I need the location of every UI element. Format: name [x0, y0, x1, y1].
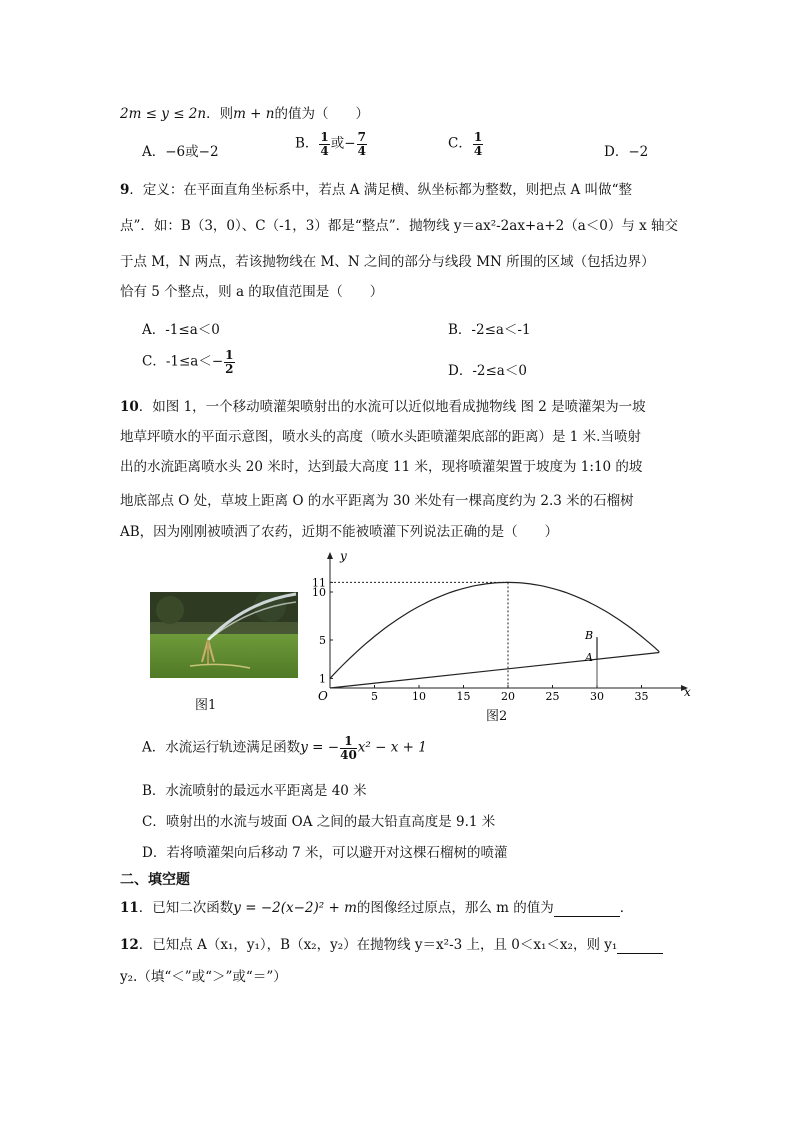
answer-blank[interactable] — [554, 900, 620, 917]
question-number: 12 — [120, 937, 139, 953]
x-tick-label: 35 — [634, 690, 649, 703]
q8-stem-tail: 2m ≤ y ≤ 2n．则m + n的值为（ ） — [120, 106, 369, 122]
q8-option-d[interactable]: D．−2 — [604, 144, 649, 160]
y-tick-label: 11 — [312, 576, 326, 590]
q10-line-1: 10．如图 1，一个移动喷灌架喷射出的水流可以近似地看成抛物线 图 2 是喷灌架为一坡 — [120, 399, 646, 415]
y-axis-label: y — [340, 549, 347, 563]
q10-option-d[interactable]: D．若将喷灌架向后移动 7 米，可以避开对这棵石榴树的喷灌 — [142, 845, 508, 861]
sprinkler-photo — [150, 592, 298, 678]
q9-option-d[interactable]: D．-2≤a＜0 — [448, 363, 527, 379]
origin-label: O — [318, 689, 328, 703]
q8-option-b[interactable]: B． $\frac{1}{4}$ 或− $\frac{7}{4}$ — [295, 130, 366, 158]
parabola-graph — [312, 548, 692, 708]
y-tick-label: 5 — [319, 634, 326, 647]
question-number: 9 — [120, 182, 130, 198]
point-b-label: B — [585, 629, 594, 643]
question-number: 11 — [120, 900, 139, 916]
q10-option-c[interactable]: C．喷射出的水流与坡面 OA 之间的最大铅直高度是 9.1 米 — [142, 814, 496, 830]
q8-option-c[interactable]: C． $\frac{1}{4}$ — [448, 130, 483, 158]
x-tick-label: 20 — [501, 690, 515, 703]
x-tick-label: 15 — [456, 690, 471, 703]
x-axis-label: x — [684, 685, 691, 699]
q11-line: 11．已知二次函数y = −2(x−2)² + m的图像经过原点，那么 m 的值为 ． — [120, 900, 634, 916]
water-parabola — [330, 582, 659, 678]
q10-option-a[interactable]: A．水流运行轨迹满足函数y = − $\frac{1}{40}$ x² − x + 1 — [142, 734, 427, 762]
q9-line-1: 9．定义：在平面直角坐标系中，若点 A 满足横、纵坐标都为整数，则把点 A 叫做“整 — [120, 182, 632, 198]
q8-inequality: 2m ≤ y ≤ 2n — [120, 106, 207, 122]
x-tick-label: 10 — [412, 690, 426, 703]
q12-line-1: 12．已知点 A（x₁，y₁），B（x₂，y₂）在抛物线 y＝x²-3 上，且 0＜x₁＜x₂，则 y₁ — [120, 933, 663, 954]
slope-line — [330, 652, 659, 688]
q10-line-3: 出的水流距离喷水头 20 米时，达到最大高度 11 米，现将喷灌架置于坡度为 1:10 的坡 — [120, 459, 643, 475]
question-number: 10 — [120, 399, 139, 415]
q9-option-c[interactable]: C．-1≤a＜− $\frac{1}{2}$ — [142, 348, 234, 376]
q10-option-b[interactable]: B．水流喷射的最远水平距离是 40 米 — [142, 783, 367, 799]
q8-option-a[interactable]: A．−6或−2 — [142, 144, 219, 160]
y-axis-arrow — [327, 552, 333, 559]
x-tick-label: 30 — [590, 690, 604, 703]
q12-line-2: y₂.（填“＜”或“＞”或“＝”） — [120, 969, 287, 985]
q10-line-4: 地底部点 O 处，草坡上距离 O 的水平距离为 30 米处有一棵高度约为 2.3 米的石榴树 — [120, 493, 634, 509]
q9-option-a[interactable]: A．-1≤a＜0 — [142, 322, 220, 338]
q9-option-b[interactable]: B．-2≤a＜-1 — [448, 322, 531, 338]
x-tick-label: 25 — [545, 690, 560, 703]
y-tick-label: 10 — [312, 586, 326, 599]
q9-line-4: 恰有 5 个整点，则 a 的取值范围是（ ） — [120, 284, 384, 300]
section-title: 二、填空题 — [120, 872, 190, 888]
q9-line-2: 点”．如：B（3，0）、C（-1，3）都是“整点”．抛物线 y＝ax²-2ax+a+2（a＜0）与 x 轴交 — [120, 218, 679, 234]
q9-line-3: 于点 M，N 两点，若该抛物线在 M、N 之间的部分与线段 MN 所围的区域（包括边界） — [120, 254, 655, 270]
point-a-label: A — [585, 651, 593, 665]
x-tick-label: 5 — [371, 690, 378, 703]
figure-2-caption: 图2 — [486, 709, 508, 724]
answer-blank[interactable] — [617, 937, 663, 954]
y-tick-label: 1 — [319, 672, 326, 686]
q10-line-2: 地草坪喷水的平面示意图，喷水头的高度（喷水头距喷灌架底部的距离）是 1 米.当喷射 — [120, 429, 641, 445]
q10-line-5: AB，因为刚刚被喷洒了农药，近期不能被喷灌下列说法正确的是（ ） — [120, 524, 559, 540]
figure-1-caption: 图1 — [195, 698, 217, 713]
